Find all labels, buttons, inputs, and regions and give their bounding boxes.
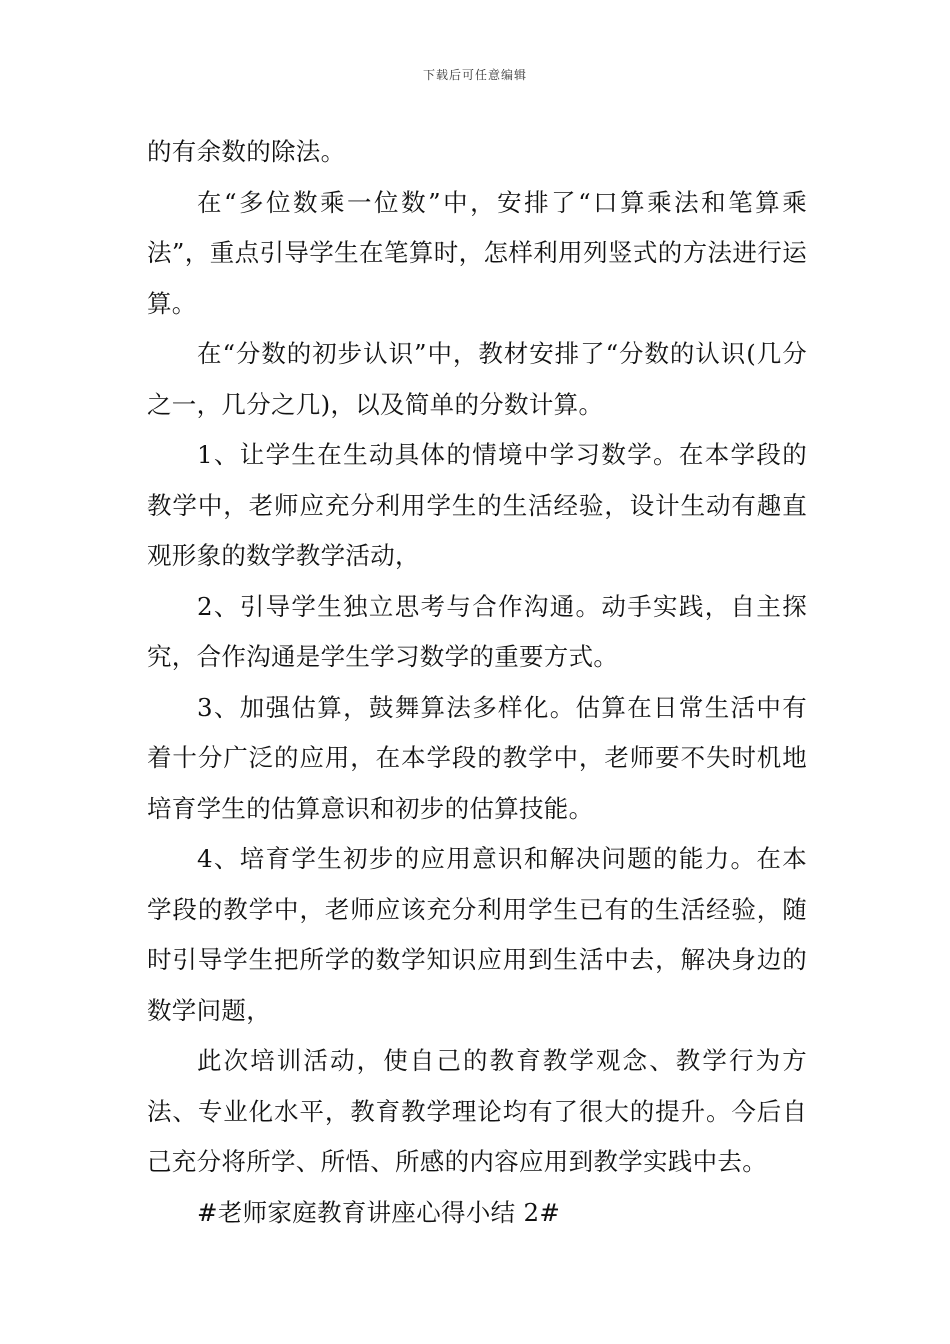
paragraph-multiplication: 在“多位数乘一位数”中，安排了“口算乘法和笔算乘法”，重点引导学生在笔算时，怎样利用列竖式的方法进行运算。 (147, 187, 807, 318)
paragraph-point-1: 1、让学生在生动具体的情境中学习数学。在本学段的教学中，老师应充分利用学生的生活经验，设计生动有趣直观形象的数学教学活动， (147, 440, 807, 570)
document-body (147, 127, 807, 1238)
paragraph-point-3: 3、加强估算，鼓舞算法多样化。估算在日常生活中有着十分广泛的应用，在本学段的教学中，老师要不失时机地培育学生的估算意识和初步的估算技能。 (147, 692, 807, 823)
paragraph-continuation: 的有余数的除法。 (147, 137, 346, 166)
paragraph-fractions: 在“分数的初步认识”中，教材安排了“分数的认识(几分之一，几分之几)，以及简单的分数计算。 (147, 339, 807, 419)
paragraph-conclusion: 此次培训活动，使自己的教育教学观念、教学行为方法、专业化水平，教育教学理论均有了很大的提升。今后自己充分将所学、所悟、所感的内容应用到教学实践中去。 (147, 1046, 807, 1176)
section-heading: #老师家庭教育讲座心得小结 2# (197, 1197, 561, 1227)
paragraph-point-2: 2、引导学生独立思考与合作沟通。动手实践，自主探究，合作沟通是学生学习数学的重要方式。 (147, 591, 807, 671)
paragraph-point-4: 4、培育学生初步的应用意识和解决问题的能力。在本学段的教学中，老师应该充分利用学生已有的生活经验，随时引导学生把所学的数学知识应用到生活中去，解决身边的数学问题， (147, 844, 807, 1025)
page-header: 下载后可任意编辑 (422, 68, 527, 82)
